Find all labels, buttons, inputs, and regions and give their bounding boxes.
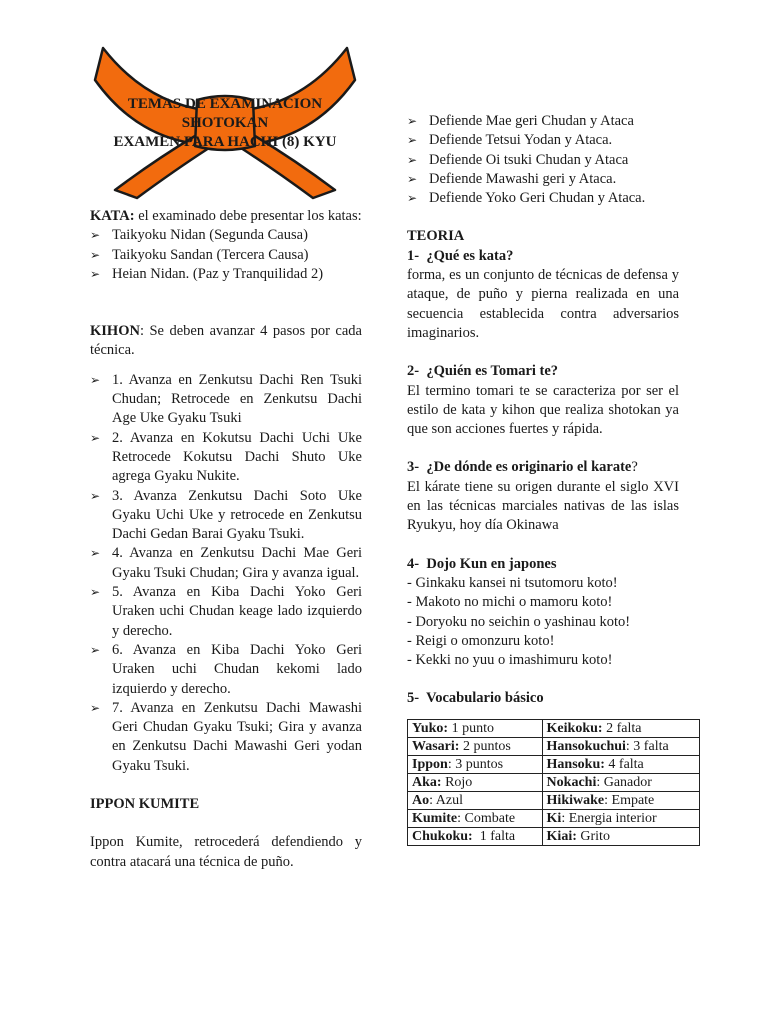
list-item: ➢ 2. Avanza en Kokutsu Dachi Uchi Uke Retrocede Kokutsu Dachi Shuto Uke agrega Gyaku Nukite. <box>90 429 362 485</box>
table-cell <box>408 809 543 827</box>
arrow-bullet-icon: ➢ <box>407 133 418 148</box>
table-row <box>408 719 700 737</box>
arrow-bullet-icon: ➢ <box>90 488 101 503</box>
right-column <box>407 112 679 846</box>
table-row <box>408 791 700 809</box>
vocab-term: Hansoku: <box>546 756 605 772</box>
vocab-definition: 2 puntos <box>459 738 511 754</box>
header-title-line2: SHOTOKAN <box>181 115 269 131</box>
dojo-kun-line: - Makoto no michi o mamoru koto! <box>407 594 613 611</box>
q3-answer: El kárate tiene su origen durante el siglo XVI en las técnicas marciales nativas de las islas Ryukyu, hoy día Okinawa <box>407 478 679 534</box>
vocab-term: Ao <box>412 792 430 808</box>
table-cell <box>542 773 699 791</box>
list-item: ➢ 7. Avanza en Zenkutsu Dachi Mawashi Geri Chudan Gyaku Tsuki; Gira y avanza en Zenkutsu Dachi Mawashi Geri yodan Gyaku Tsuki. <box>90 699 362 774</box>
arrow-bullet-icon: ➢ <box>90 700 101 715</box>
ippon-defense-list <box>407 112 679 208</box>
list-item: ➢ Defiende Mae geri Chudan y Ataca <box>407 112 679 131</box>
header-title-line3: EXAMEN PARA HACHI (8) KYU <box>113 134 337 150</box>
list-item: ➢ 1. Avanza en Zenkutsu Dachi Ren Tsuki Chudan; Retrocede en Zenkutsu Dachi Age Uke Gyaku Tsuki <box>90 371 362 427</box>
table-cell <box>408 827 543 845</box>
vocab-definition: 1 falta <box>472 828 516 844</box>
list-item: ➢ 5. Avanza en Kiba Dachi Yoko Geri Uraken uchi Chudan keage lado izquierdo y derecho. <box>90 584 362 639</box>
arrow-bullet-icon: ➢ <box>90 247 101 262</box>
vocab-definition: 4 falta <box>604 756 644 772</box>
arrow-bullet-icon: ➢ <box>90 372 101 387</box>
table-cell <box>408 719 543 737</box>
kata-list <box>90 226 362 284</box>
arrow-bullet-icon: ➢ <box>407 114 418 128</box>
list-item: ➢ Defiende Tetsui Yodan y Ataca. <box>407 131 679 150</box>
vocab-definition: : 3 falta <box>625 738 669 754</box>
arrow-bullet-icon: ➢ <box>90 546 101 561</box>
vocab-definition: Grito <box>576 828 610 844</box>
arrow-bullet-icon: ➢ <box>90 430 101 445</box>
table-row <box>408 827 700 845</box>
vocab-definition: : 3 puntos <box>447 756 504 772</box>
table-cell <box>408 737 543 755</box>
arrow-bullet-icon: ➢ <box>90 266 101 281</box>
table-cell <box>408 773 543 791</box>
arrow-bullet-icon: ➢ <box>407 191 418 206</box>
table-cell <box>542 719 699 737</box>
vocab-term: Chukoku: <box>412 828 473 844</box>
dojo-kun-line: - Ginkaku kansei ni tsutomoru koto! <box>407 574 618 591</box>
vocab-term: Nokachi <box>546 774 597 790</box>
table-cell <box>542 809 699 827</box>
list-item: ➢ Defiende Mawashi geri y Ataca. <box>407 170 679 189</box>
vocab-term: Ki <box>546 810 562 826</box>
kata-label: KATA: <box>90 208 135 224</box>
vocab-term: Kumite <box>412 810 458 826</box>
vocab-term: Hansokuchui <box>546 738 626 754</box>
vocab-definition: : Energia interior <box>561 810 657 826</box>
table-cell <box>542 737 699 755</box>
arrow-bullet-icon: ➢ <box>407 171 418 186</box>
arrow-bullet-icon: ➢ <box>90 228 101 243</box>
vocab-term: Aka: <box>412 774 442 790</box>
vocab-definition: : Azul <box>429 792 463 808</box>
teoria-heading: TEORIA <box>407 228 465 245</box>
vocab-term: Kiai: <box>546 828 577 844</box>
list-item: ➢ Defiende Oi tsuki Chudan y Ataca <box>407 151 679 170</box>
orange-belt-header <box>85 40 365 200</box>
vocab-definition: 1 punto <box>448 720 494 736</box>
vocab-definition: : Empate <box>604 792 655 808</box>
vocab-definition: : Combate <box>457 810 516 826</box>
table-row <box>408 737 700 755</box>
q2-heading: 2- ¿Quién es Tomari te? <box>407 363 559 380</box>
vocab-definition: Rojo <box>441 774 473 790</box>
ippon-heading: IPPON KUMITE <box>90 796 200 813</box>
kihon-intro <box>90 322 362 361</box>
dojo-kun-line: - Reigi o omonzuru koto! <box>407 632 555 649</box>
q5-heading: 5- Vocabulario básico <box>407 690 544 707</box>
list-item: ➢ Defiende Yoko Geri Chudan y Ataca. <box>407 189 679 208</box>
kihon-intro-text: : Se deben avanzar 4 pasos por cada técnica. <box>90 323 362 359</box>
table-row <box>408 809 700 827</box>
vocab-term: Ippon <box>412 756 448 772</box>
q4-heading: 4- Dojo Kun en japones <box>407 555 557 572</box>
list-item: ➢ 4. Avanza en Zenkutsu Dachi Mae Geri Gyaku Tsuki Chudan; Gira y avanza igual. <box>90 545 362 581</box>
q1-heading: 1- ¿Qué es kata? <box>407 247 514 264</box>
table-cell <box>408 791 543 809</box>
vocab-definition: : Ganador <box>596 774 652 790</box>
list-item: ➢ Taikyoku Sandan (Tercera Causa) <box>90 246 362 265</box>
vocab-term: Hikiwake <box>546 792 605 808</box>
q1-answer: forma, es un conjunto de técnicas de defensa y ataque, de puño y pierna realizada en una secuencia establecida contra adversarios imaginarios. <box>407 267 679 341</box>
q2-answer: El termino tomari te se caracteriza por ser el estilo de kata y kihon que realiza shotokan ya que son acciones fuertes y rápida. <box>407 382 679 438</box>
vocab-term: Wasari: <box>412 738 460 754</box>
vocab-definition: 2 falta <box>602 720 642 736</box>
kata-intro-text: el examinado debe presentar los katas: <box>134 208 362 224</box>
arrow-bullet-icon: ➢ <box>407 152 418 167</box>
table-cell <box>408 755 543 773</box>
list-item: ➢ Heian Nidan. (Paz y Tranquilidad 2) <box>90 265 362 284</box>
dojo-kun-line: - Doryoku no seichin o yashinau koto! <box>407 613 631 630</box>
list-item: ➢ 3. Avanza Zenkutsu Dachi Soto Uke Gyaku Uchi Uke y retrocede en Zenkutsu Dachi Gedan Barai Gyaku Tsuki. <box>90 487 362 543</box>
dojo-kun-line: - Kekki no yuu o imashimuru koto! <box>407 652 613 669</box>
list-item: ➢ 6. Avanza en Kiba Dachi Yoko Geri Uraken uchi Chudan kekomi lado izquierdo y derecho. <box>90 641 362 697</box>
arrow-bullet-icon: ➢ <box>90 585 101 600</box>
kihon-list <box>90 371 362 776</box>
vocabulary-table <box>407 719 700 846</box>
table-cell <box>542 791 699 809</box>
list-item: ➢ Taikyoku Nidan (Segunda Causa) <box>90 226 362 245</box>
vocab-term: Yuko: <box>412 720 449 736</box>
arrow-bullet-icon: ➢ <box>90 642 101 657</box>
ippon-text: Ippon Kumite, retrocederá defendiendo y contra atacará una técnica de puño. <box>90 834 362 870</box>
q3-heading: 3- ¿De dónde es originario el karate? <box>407 459 638 476</box>
table-cell <box>542 827 699 845</box>
table-row <box>408 755 700 773</box>
header-title-line1: TEMAS DE EXAMINACION <box>127 96 323 112</box>
vocab-term: Keikoku: <box>546 720 603 736</box>
table-row <box>408 773 700 791</box>
left-column <box>90 207 362 872</box>
kata-intro <box>90 207 362 226</box>
kihon-label: KIHON <box>90 323 140 340</box>
table-cell <box>542 755 699 773</box>
